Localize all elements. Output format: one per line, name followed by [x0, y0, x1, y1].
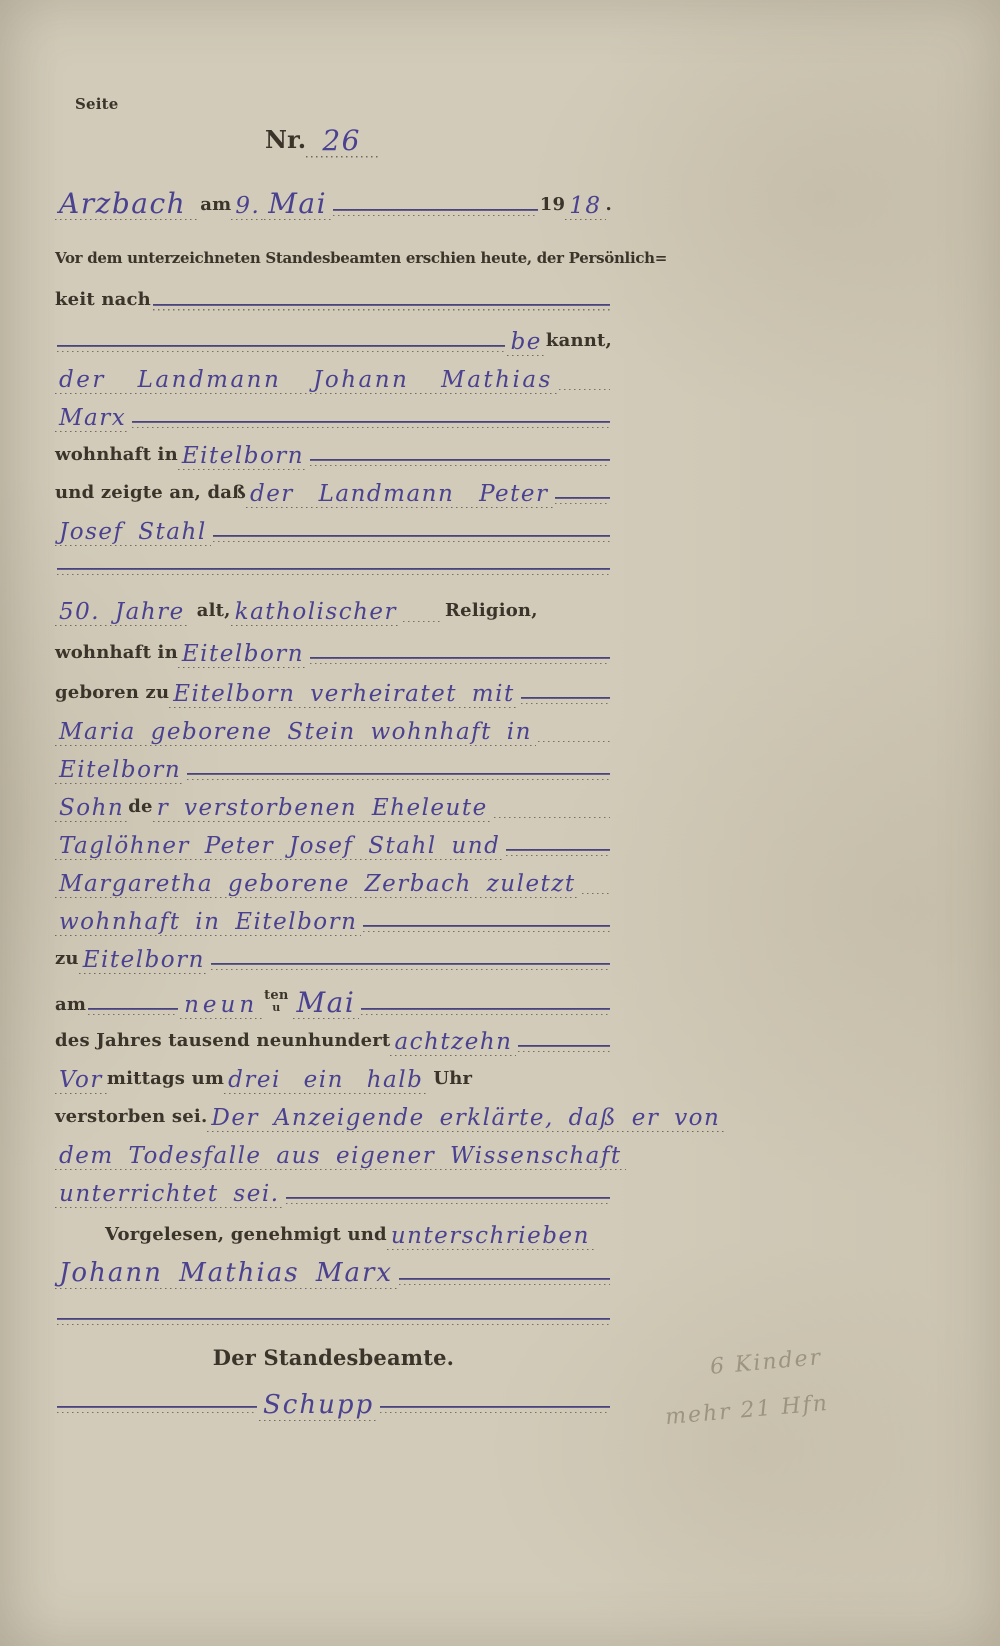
- rule-fill: [153, 302, 610, 311]
- death-place-entry: Eitelborn: [79, 948, 209, 974]
- declaration-row-3: [55, 1182, 612, 1208]
- record-number-value: 26: [306, 126, 381, 157]
- rule-fill: [211, 961, 610, 970]
- declaration-entry-2: dem Todesfalle aus eigener Wissenschaft: [55, 1144, 626, 1170]
- death-year-row: [55, 1030, 612, 1056]
- rule-fill: [310, 457, 610, 466]
- registrar-title: Der Standesbeamte.: [212, 1345, 455, 1370]
- intro-line1: [55, 249, 668, 271]
- parents-row-3: [55, 910, 612, 936]
- age-entry: 50. Jahre: [55, 600, 189, 626]
- report-row-2: [55, 520, 612, 546]
- zu-label: zu: [55, 948, 79, 970]
- rule-fill: [506, 847, 610, 856]
- rule-fill: [363, 923, 610, 932]
- rule-fill: [521, 695, 610, 704]
- informant-signature-row: [55, 1260, 612, 1289]
- rule-fill: [555, 495, 611, 504]
- report-row-1: [55, 482, 612, 508]
- rule-fill: [132, 419, 610, 428]
- year-prefix: 19: [539, 194, 566, 216]
- rule-fill: [57, 343, 505, 352]
- registrar-signature: Schupp: [259, 1392, 378, 1421]
- rule-fill: [187, 771, 610, 780]
- rule-fill: [88, 1006, 178, 1015]
- rule-fill: [213, 533, 610, 542]
- known-row: [55, 330, 612, 356]
- wohnhaft-label: wohnhaft in: [55, 642, 178, 664]
- divider-rule: [57, 566, 610, 575]
- intro-line2: [55, 290, 612, 315]
- record-number-row: [265, 126, 465, 158]
- year-label: des Jahres tausend neunhundert: [55, 1030, 391, 1052]
- death-day-entry: neun: [180, 993, 262, 1019]
- parents-row-2: [55, 872, 612, 898]
- vorgelesen-row: [105, 1224, 612, 1250]
- rule-fill: [57, 1316, 610, 1325]
- period: .: [605, 194, 612, 216]
- rule-fill: [494, 809, 610, 818]
- informant-residence-row: [55, 444, 612, 470]
- rule-fill: [403, 613, 443, 622]
- rule-fill: [310, 655, 610, 664]
- am-label: am: [200, 194, 232, 216]
- uhr-label: Uhr: [433, 1068, 473, 1090]
- informant-residence-entry: Eitelborn: [178, 444, 308, 470]
- page-label-row: [75, 96, 195, 117]
- unterschrieben-entry: unterschrieben: [387, 1224, 594, 1250]
- month-entry: Mai: [264, 189, 331, 220]
- empty-rule-row: [55, 1316, 612, 1329]
- known-entry: be: [507, 330, 546, 356]
- pencil-note-line2: mehr 21 Hfn: [664, 1390, 830, 1431]
- spouse-row-1: [55, 720, 612, 746]
- kannt-label: kannt,: [545, 330, 612, 352]
- alt-label: alt,: [196, 600, 231, 622]
- de-label: de: [128, 796, 153, 818]
- informant-row-2: [55, 406, 612, 432]
- place-date-row: [55, 168, 612, 220]
- rule-fill: [333, 207, 538, 216]
- religion-entry: katholischer: [231, 600, 401, 626]
- pencil-note-line1: 6 Kinder: [709, 1345, 824, 1380]
- rule-fill: [380, 1404, 610, 1413]
- parents-entry-1: Taglöhner Peter Josef Stahl und: [55, 834, 504, 860]
- death-year-entry: achtzehn: [390, 1030, 516, 1056]
- rule-fill: [518, 1043, 610, 1052]
- birthplace-entry: Eitelborn verheiratet mit: [169, 682, 518, 708]
- ten-alt-label: u: [272, 1001, 281, 1015]
- rule-fill: [582, 885, 610, 894]
- spouse-row-2: [55, 758, 612, 784]
- parents-row-1: [55, 834, 612, 860]
- parents-entry-3: wohnhaft in Eitelborn: [55, 910, 361, 936]
- spouse-entry-2: Eitelborn: [55, 758, 185, 784]
- informant-entry-1: der Landmann Johann Mathias: [55, 368, 557, 394]
- am-label: am: [55, 993, 87, 1015]
- zeigte-an-label: und zeigte an, daß: [55, 482, 246, 504]
- rule-fill: [57, 1404, 257, 1413]
- declaration-entry-3: unterrichtet sei.: [55, 1182, 284, 1208]
- deceased-residence-row: [55, 642, 612, 668]
- geboren-zu-label: geboren zu: [55, 682, 170, 704]
- birthplace-row: [55, 682, 612, 708]
- registrar-signature-row: [55, 1390, 612, 1420]
- daytime-entry: Vor: [55, 1068, 107, 1094]
- declaration-row-1: [55, 1105, 721, 1132]
- verstorben-label: verstorben sei.: [55, 1106, 208, 1128]
- day-entry: 9.: [231, 194, 264, 220]
- rule-fill: [286, 1195, 610, 1204]
- informant-row-1: [55, 368, 612, 394]
- age-religion-row: [55, 600, 612, 626]
- time-entry: drei ein halb: [224, 1068, 427, 1094]
- rule-fill: [361, 1006, 610, 1015]
- rule-fill: [399, 1276, 610, 1285]
- declaration-row-2: [55, 1143, 622, 1170]
- page-label: Seite: [75, 95, 119, 113]
- death-date-row: [55, 988, 612, 1019]
- death-month-entry: Mai: [293, 988, 360, 1019]
- deceased-residence-entry: Eitelborn: [178, 642, 308, 668]
- place-entry: Arzbach: [55, 189, 200, 220]
- informant-signature: Johann Mathias Marx: [55, 1260, 397, 1289]
- parents-entry-2: Margaretha geborene Zerbach zuletzt: [55, 872, 580, 898]
- religion-label: Religion,: [445, 600, 538, 622]
- intro-text: Vor dem unterzeichneten Standesbeamten erschien heute, der Persönlich=: [55, 249, 668, 267]
- mittags-label: mittags um: [106, 1068, 225, 1090]
- wohnhaft-label: wohnhaft in: [55, 444, 178, 466]
- declaration-entry-1: Der Anzeigende erklärte, daß er von: [207, 1106, 724, 1132]
- parentage-row: [55, 796, 612, 822]
- vorgelesen-label: Vorgelesen, genehmigt und: [105, 1224, 387, 1246]
- son-suffix-entry: r verstorbenen Eheleute: [153, 796, 492, 822]
- registrar-title-row: [55, 1346, 612, 1374]
- rule-fill: [559, 381, 610, 390]
- ten-label: ten: [264, 988, 289, 1004]
- rule-fill: [538, 733, 610, 742]
- section-divider: [55, 566, 612, 579]
- keit-nach-label: keit nach: [55, 289, 151, 310]
- deceased-name-entry-2: Josef Stahl: [55, 520, 211, 546]
- spouse-entry-1: Maria geborene Stein wohnhaft in: [55, 720, 536, 746]
- death-time-row: [55, 1068, 612, 1094]
- son-entry: Sohn: [55, 796, 128, 822]
- ten-suffix: [264, 989, 288, 1017]
- deceased-name-entry-1: der Landmann Peter: [246, 482, 553, 508]
- informant-entry-2: Marx: [55, 406, 130, 432]
- death-place-row: [55, 948, 612, 974]
- number-label: Nr.: [265, 125, 307, 154]
- year-entry: 18: [565, 194, 605, 220]
